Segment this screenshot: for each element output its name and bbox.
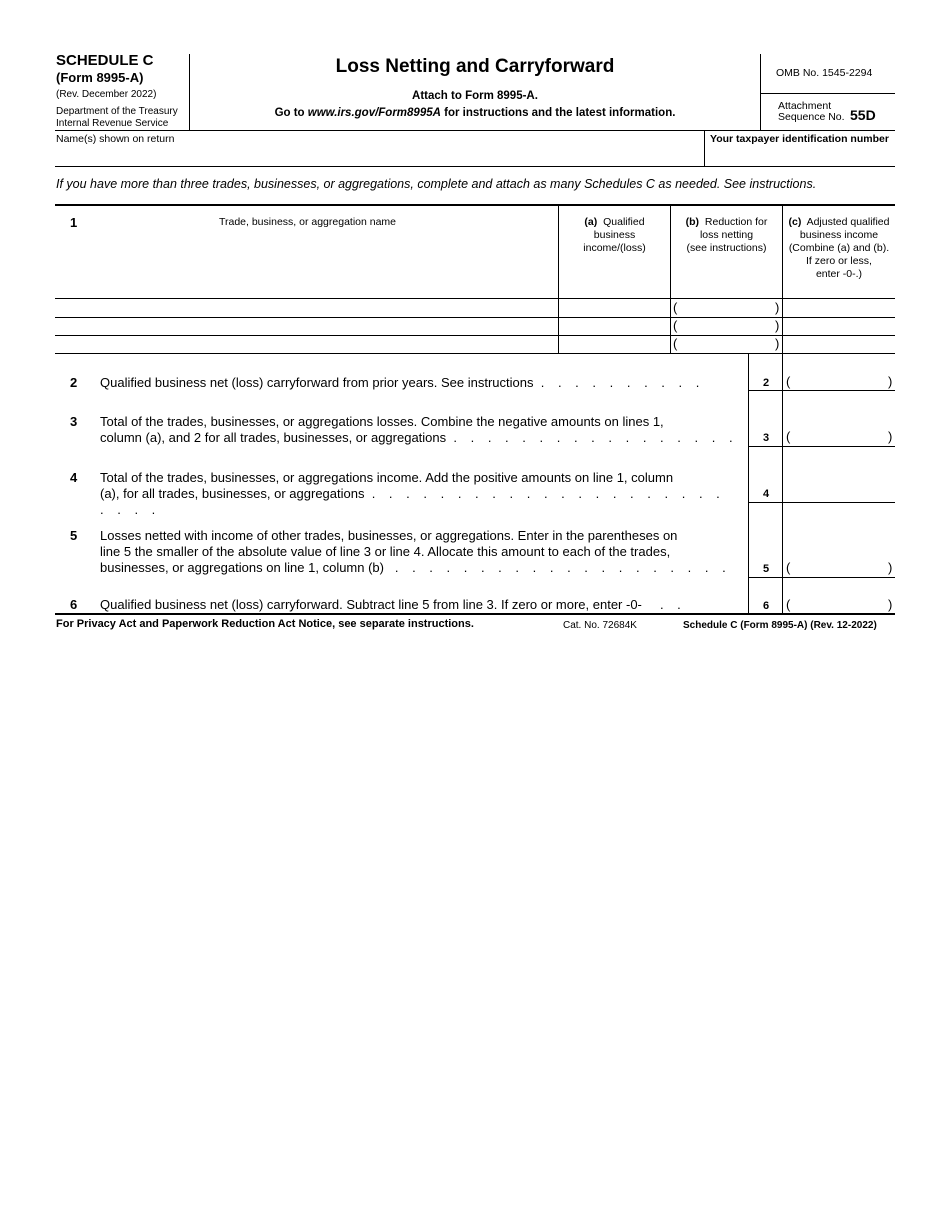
line-6-number: 6	[70, 597, 78, 612]
line-4-text: Total of the trades, businesses, or aggregations income. Add the positive amounts on line 1, column	[100, 470, 674, 485]
close-paren: )	[888, 374, 893, 389]
name-input[interactable]	[56, 146, 702, 166]
col-a-header: (a) Qualified business income/(loss)	[583, 216, 646, 254]
line-4-number: 4	[70, 470, 78, 485]
row-2-col-c-input[interactable]	[784, 318, 894, 334]
open-paren: (	[786, 597, 791, 612]
line-3-input[interactable]	[794, 428, 886, 444]
tin-label: Your taxpayer identification number	[710, 133, 889, 145]
form-title: Loss Netting and Carryforward	[335, 56, 615, 77]
line-2-text: Qualified business net (loss) carryforward from prior years. See instructions . . . . . . . . . .	[100, 375, 705, 390]
instruction-note: If you have more than three trades, businesses, or aggregations, complete and attach as many Schedules C as needed. See instructions.	[56, 177, 817, 191]
row-3-col-c-input[interactable]	[784, 336, 894, 352]
col-b-header: (b) Reduction for loss netting (see instructions)	[685, 216, 768, 254]
name-label: Name(s) shown on return	[56, 133, 175, 145]
col-name-header: Trade, business, or aggregation name	[218, 216, 397, 228]
line-4-text-cont: (a), for all trades, businesses, or aggregations . . . . . . . . . . . . . . . . . . . . . . . . .	[100, 486, 725, 517]
attach-instruction: Attach to Form 8995-A.	[412, 90, 538, 102]
sequence-number: 55D	[850, 107, 876, 123]
open-paren: (	[786, 560, 791, 575]
row-1-col-b-input[interactable]	[682, 299, 772, 316]
line-2-number: 2	[70, 375, 78, 390]
line-2-box-number: 2	[762, 377, 770, 389]
line-5-box-number: 5	[762, 563, 770, 575]
line-3-text: Total of the trades, businesses, or aggregations losses. Combine the negative amounts on lines 1,	[100, 414, 664, 429]
line-3-number: 3	[70, 414, 78, 429]
close-paren: )	[888, 429, 893, 444]
row-3-col-b-input[interactable]	[682, 336, 772, 352]
row-1-col-a-input[interactable]	[560, 299, 668, 316]
line-6-text: Qualified business net (loss) carryforward. Subtract line 5 from line 3. If zero or more, enter -0- . .	[100, 597, 686, 612]
row-3-name-input[interactable]	[56, 336, 556, 352]
row-1-col-c-input[interactable]	[784, 299, 894, 316]
revision-date: (Rev. December 2022)	[56, 89, 157, 100]
form-identifier: Schedule C (Form 8995-A) (Rev. 12-2022)	[683, 620, 877, 631]
line-5-text-cont2: businesses, or aggregations on line 1, column (b) . . . . . . . . . . . . . . . . . . . .	[100, 560, 731, 575]
catalog-number: Cat. No. 72684K	[563, 620, 637, 631]
row-2-col-b-input[interactable]	[682, 318, 772, 334]
close-paren: )	[888, 560, 893, 575]
line-6-input[interactable]	[794, 596, 886, 612]
line-5-text: Losses netted with income of other trades, businesses, or aggregations. Enter in the parentheses on	[100, 528, 678, 543]
line-3-text-cont: column (a), and 2 for all trades, businesses, or aggregations . . . . . . . . . . . . . . . . .	[100, 430, 738, 445]
close-paren: )	[775, 336, 780, 351]
line-5-input[interactable]	[794, 559, 886, 575]
goto-instruction: Go to www.irs.gov/Form8995A for instructions and the latest information.	[274, 107, 676, 119]
line-4-input[interactable]	[784, 484, 894, 500]
open-paren: (	[786, 429, 791, 444]
row-1-name-input[interactable]	[56, 299, 556, 316]
department-name: Department of the Treasury	[56, 106, 178, 117]
close-paren: )	[888, 597, 893, 612]
open-paren: (	[786, 374, 791, 389]
row-2-name-input[interactable]	[56, 318, 556, 334]
row-2-col-a-input[interactable]	[560, 318, 668, 334]
col-c-header: (c) Adjusted qualified business income (Combine (a) and (b). If zero or less, enter -0-.)	[788, 216, 890, 280]
open-paren: (	[673, 300, 678, 315]
schedule-title: SCHEDULE C	[56, 52, 154, 69]
line-5-text-cont: line 5 the smaller of the absolute value of line 3 or line 4. Allocate this amount to each of the trades,	[100, 544, 671, 559]
close-paren: )	[775, 318, 780, 333]
omb-number: OMB No. 1545-2294	[776, 67, 873, 79]
line-6-box-number: 6	[762, 600, 770, 612]
irs-url-link[interactable]: www.irs.gov/Form8995A	[307, 107, 441, 119]
form-reference: (Form 8995-A)	[56, 70, 144, 85]
agency-name: Internal Revenue Service	[56, 118, 169, 129]
open-paren: (	[673, 318, 678, 333]
line-3-box-number: 3	[762, 432, 770, 444]
line-5-number: 5	[70, 528, 78, 543]
tin-input[interactable]	[706, 146, 894, 166]
sequence-label: Sequence No.	[778, 111, 845, 123]
line-2-input[interactable]	[794, 373, 886, 389]
line-1-number: 1	[70, 215, 78, 230]
attachment-label: Attachment	[778, 100, 832, 112]
open-paren: (	[673, 336, 678, 351]
row-3-col-a-input[interactable]	[560, 336, 668, 352]
line-4-box-number: 4	[762, 488, 770, 500]
close-paren: )	[775, 300, 780, 315]
privacy-notice: For Privacy Act and Paperwork Reduction Act Notice, see separate instructions.	[56, 618, 474, 630]
